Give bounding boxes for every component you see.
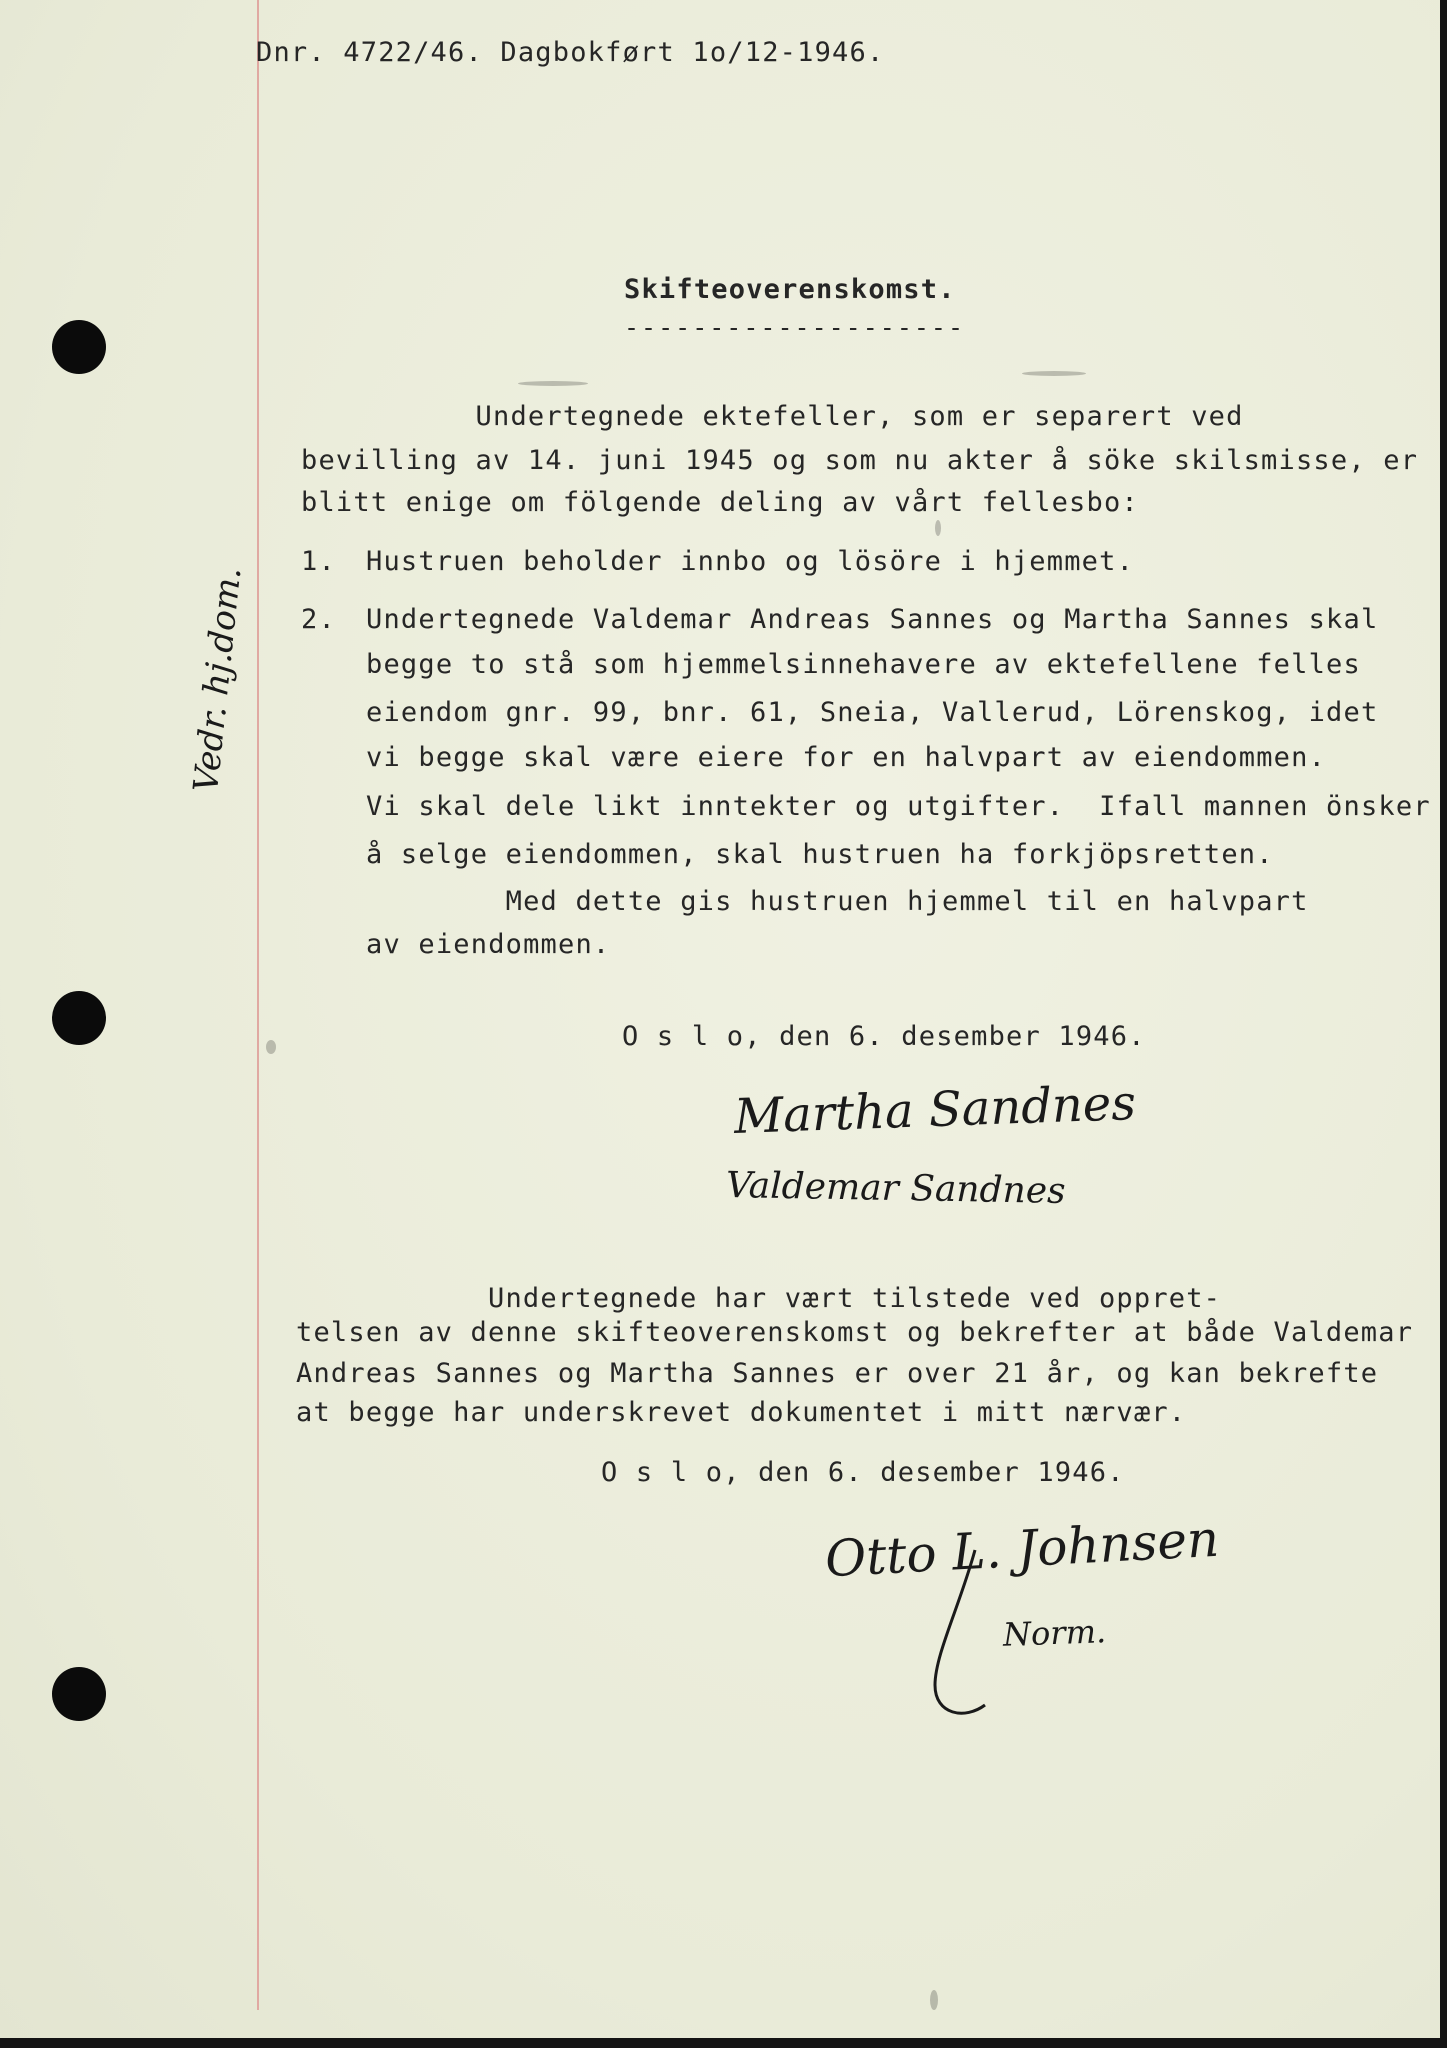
item-line: Vi skal dele likt inntekter og utgifter. Ifall mannen önsker [366, 791, 1431, 822]
signature-flourish [905, 1545, 1045, 1735]
place-date: O s l o, den 6. desember 1946. [622, 1021, 1146, 1052]
witness-line: Undertegnede har vært tilstede ved oppret- [296, 1283, 1222, 1314]
item-line: Med dette gis hustruen hjemmel til en halvpart [366, 886, 1309, 917]
item-number: 1. [301, 546, 336, 577]
punch-hole-top [52, 320, 106, 374]
signature-witness-title: Norm. [1002, 1612, 1107, 1654]
intro-line: bevilling av 14. juni 1945 og som nu akter å söke skilsmisse, er [301, 445, 1419, 476]
witness-line: at begge har underskrevet dokumentet i mitt nærvær. [296, 1397, 1187, 1428]
signature-martha: Martha Sandnes [733, 1075, 1137, 1145]
record-line: Dnr. 4722/46. Dagbokført 1o/12-1946. [256, 37, 885, 68]
title-underline: -------------------- [624, 313, 966, 342]
punch-hole-bottom [52, 1667, 106, 1721]
scan-mark [266, 1040, 276, 1054]
margin-note: Vedr. hj.dom. [186, 565, 250, 795]
witness-line: Andreas Sannes og Martha Sannes er over 21 år, og kan bekrefte [296, 1358, 1379, 1389]
witness-line: telsen av denne skifteoverenskomst og bekrefter at både Valdemar [296, 1317, 1414, 1348]
scan-mark [1022, 371, 1086, 376]
scan-edge [1440, 0, 1447, 2048]
item-line: av eiendommen. [366, 929, 611, 960]
intro-line: Undertegnede ektefeller, som er separert ved [301, 401, 1244, 432]
margin-rule [257, 0, 259, 2010]
scan-mark [935, 520, 941, 536]
item-line: Undertegnede Valdemar Andreas Sannes og Martha Sannes skal [366, 604, 1379, 635]
item-line: vi begge skal være eiere for en halvpart av eiendommen. [366, 742, 1327, 773]
item-line: begge to stå som hjemmelsinnehavere av ektefellene felles [366, 649, 1361, 680]
signature-witness: Otto L. Johnsen [823, 1509, 1221, 1589]
document-title: Skifteoverenskomst. [624, 274, 956, 305]
punch-hole-middle [52, 991, 106, 1045]
signature-valdemar: Valdemar Sandnes [725, 1165, 1066, 1212]
scan-mark [930, 1990, 938, 2010]
item-line: Hustruen beholder innbo og lösöre i hjemmet. [366, 546, 1135, 577]
witness-place-date: O s l o, den 6. desember 1946. [601, 1457, 1125, 1488]
scan-mark [518, 381, 588, 386]
item-number: 2. [301, 604, 336, 635]
item-line: å selge eiendommen, skal hustruen ha forkjöpsretten. [366, 839, 1274, 870]
intro-line: blitt enige om fölgende deling av vårt fellesbo: [301, 487, 1139, 518]
item-line: eiendom gnr. 99, bnr. 61, Sneia, Vallerud, Lörenskog, idet [366, 697, 1379, 728]
